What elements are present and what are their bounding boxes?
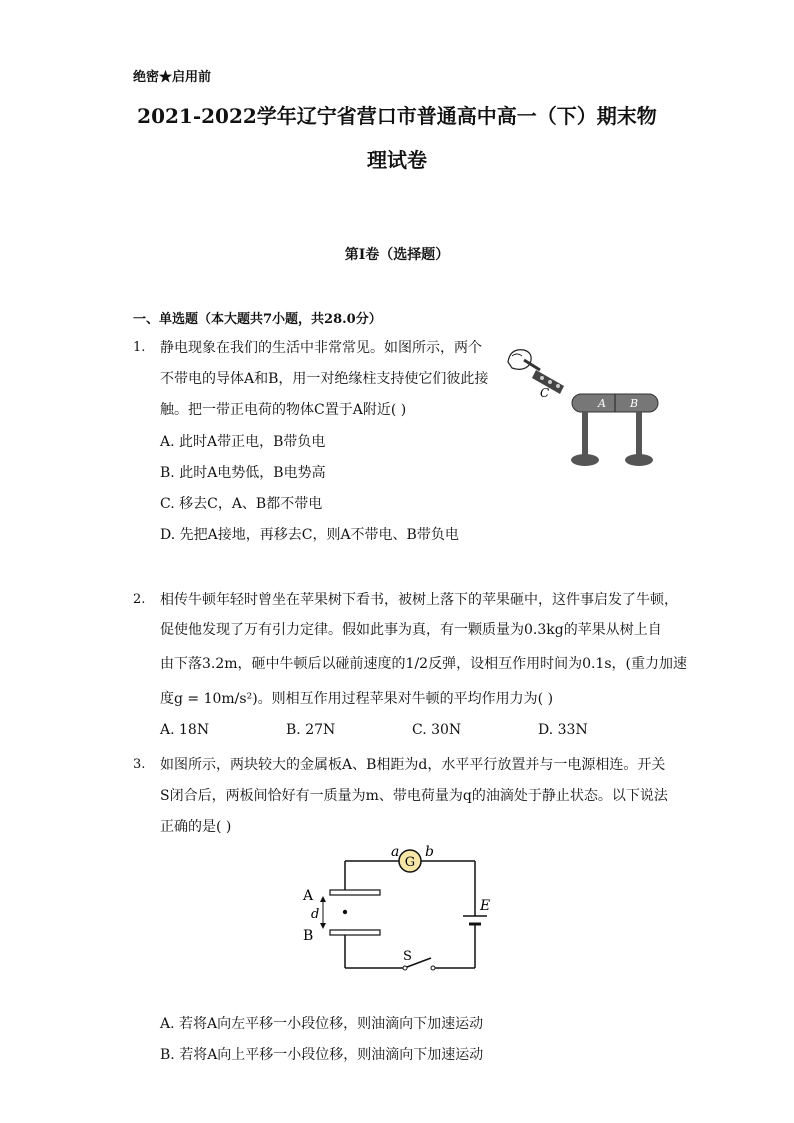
label-plate-b: B	[303, 928, 314, 944]
exam-title-line1: 2021-2022学年辽宁省营口市普通高中高一（下）期末物	[137, 104, 657, 128]
label-plate-a: A	[303, 888, 314, 904]
q3-line: 如图所示，两块较大的金属板A、B相距为d，水平平行放置并与一电源相连。开关	[160, 757, 666, 773]
q3-line: S闭合后，两板间恰好有一质量为m、带电荷量为q的油滴处于静止状态。以下说法	[160, 788, 668, 804]
q2-number: 2.	[133, 592, 146, 607]
q2-option-b[interactable]: B. 27N	[286, 722, 336, 738]
exam-title-line2: 理试卷	[367, 148, 427, 172]
volume-heading: 第I卷（选择题）	[344, 247, 450, 263]
q2-line: 相传牛顿年轻时曾坐在苹果树下看书，被树上落下的苹果砸中，这件事启发了牛顿，	[160, 592, 678, 608]
q1-option-c[interactable]: C. 移去C，A、B都不带电	[160, 496, 323, 512]
q1-line: 静电现象在我们的生活中非常常见。如图所示，两个	[160, 340, 482, 356]
q1-line: 触。把一带正电荷的物体C置于A附近( )	[160, 402, 407, 418]
label-c: C	[540, 386, 550, 400]
secret-label: 绝密★启用前	[133, 70, 212, 85]
label-d: d	[311, 907, 320, 922]
q3-line: 正确的是( )	[160, 819, 232, 835]
q1-conductor-figure	[500, 340, 670, 475]
q2-option-d[interactable]: D. 33N	[538, 722, 588, 738]
plate-b	[330, 930, 380, 935]
label-a: A	[598, 397, 606, 410]
label-g: G	[404, 855, 416, 870]
label-b: B	[630, 397, 639, 410]
q2-line: 促使他发现了万有引力定律。假如此事为真，有一颗质量为0.3kg的苹果从树上自	[160, 622, 662, 638]
label-e: E	[480, 898, 491, 914]
q3-option-a[interactable]: A. 若将A向左平移一小段位移，则油滴向下加速运动	[160, 1016, 484, 1032]
q1-option-b[interactable]: B. 此时A电势低，B电势高	[160, 465, 326, 481]
q3-option-b[interactable]: B. 若将A向上平移一小段位移，则油滴向下加速运动	[160, 1047, 484, 1063]
q2-option-c[interactable]: C. 30N	[412, 722, 462, 738]
q1-option-d[interactable]: D. 先把A接地，再移去C，则A不带电、B带负电	[160, 527, 459, 543]
q2-option-a[interactable]: A. 18N	[160, 722, 210, 738]
plate-a	[330, 890, 380, 895]
label-b-small: b	[425, 844, 434, 860]
section-heading: 一、单选题（本大题共7小题，共28.0分）	[133, 312, 382, 327]
label-a-small: a	[391, 844, 400, 860]
q2-line: 度g = 10m/s²)。则相互作用过程苹果对牛顿的平均作用力为( )	[160, 691, 554, 707]
q1-line: 不带电的导体A和B，用一对绝缘柱支持使它们彼此接	[160, 371, 489, 387]
q1-number: 1.	[133, 340, 146, 355]
q3-circuit-figure	[295, 838, 505, 978]
label-s: S	[403, 949, 412, 964]
q1-option-a[interactable]: A. 此时A带正电，B带负电	[160, 434, 326, 450]
oil-drop	[343, 910, 347, 914]
q2-line: 由下落3.2m，砸中牛顿后以碰前速度的1/2反弹，设相互作用时间为0.1s，(重力加速	[160, 656, 687, 672]
q3-number: 3.	[133, 757, 146, 772]
